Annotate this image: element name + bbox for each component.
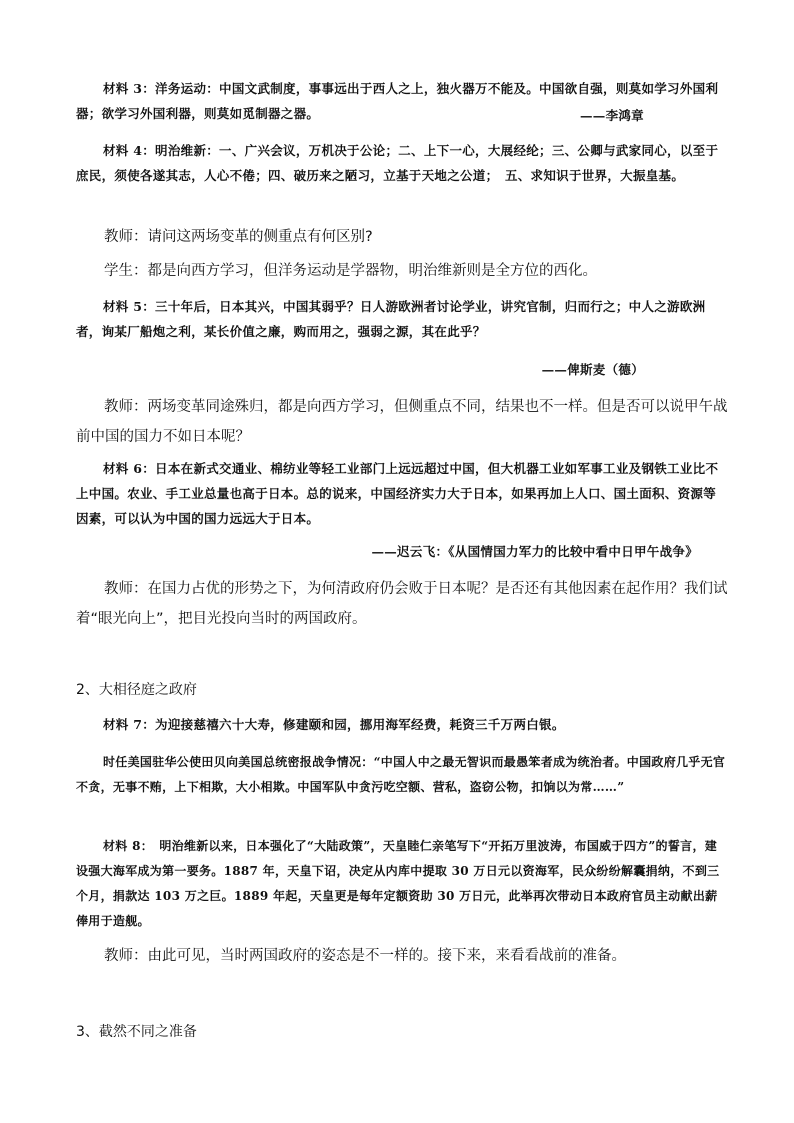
material-7-report: 时任美国驻华公使田贝向美国总统密报战争情况：“中国人中之最无智识而最愚笨者成为统治者。中国政府几乎无官不贪，无事不贿，上下相欺，大小相欺。中国军队中贪污吃空额、营私，盗窃公物，扣饷以为常……” [76,755,726,794]
material-7: 材料 7：为迎接慈禧六十大寿，修建颐和园，挪用海军经费，耗资三千万两白银。 [103,717,565,732]
material-3-source: ——李鸿章 [579,108,644,123]
section-3-heading: 3、截然不同之准备 [76,1024,197,1040]
material-6-source: ——迟云飞：《从国情国力军力的比较中看中日甲午战争》 [371,544,698,559]
student-answer-1: 学生：都是向西方学习，但洋务运动是学器物，明治维新则是全方位的西化。 [104,263,597,279]
teacher-statement-2: 教师：两场变革同途殊归，都是向西方学习，但侧重点不同，结果也不一样。但是否可以说甲午战前中国的国力不如日本呢？ [76,399,728,445]
material-5-source: ——俾斯麦（德） [541,362,644,377]
material-4: 材料 4：明治维新：一、广兴会议，万机决于公论；二、上下一心，大展经纶；三、公卿与武家同心，以至于庶民，须使各遂其志，人心不倦；四、破历来之陋习，立基于天地之公道； 五、求知识于世界，大振皇基。 [76,143,719,183]
teacher-statement-4: 教师：由此可见，当时两国政府的姿态是不一样的。接下来，来看看战前的准备。 [104,948,626,964]
teacher-statement-3: 教师：在国力占优的形势之下，为何清政府仍会败于日本呢？是否还有其他因素在起作用？我们试着“眼光向上”，把目光投向当时的两国政府。 [76,581,728,627]
teacher-question-1: 教师：请问这两场变革的侧重点有何区别? [104,229,373,245]
material-6: 材料 6：日本在新式交通业、棉纺业等轻工业部门上远远超过中国，但大机器工业如军事工业及钢铁工业比不上中国。农业、手工业总量也高于日本。总的说来，中国经济实力大于日本，如果再加上人口、国土面积、资源等因素，可以认为中国的国力远远大于日本。 [76,461,719,526]
material-3: 材料 3：洋务运动：中国文武制度，事事远出于西人之上，独火器万不能及。中国欲自强，则莫如学习外国利器；欲学习外国利器，则莫如觅制器之器。 [76,81,719,121]
material-8: 材料 8： 明治维新以来，日本强化了“大陆政策”，天皇睦仁亲笔写下“开拓万里波涛，布国威于四方”的誓言，建设强大海军成为第一要务。1887 年，天皇下诏，决定从内库中提取 30 万日元以资海军，民众纷纷解囊捐纳，不到三个月，捐款达 103 万之巨。1889 年起，天皇更是每年定额资助 30 万日元，此举再次带动日本政府官员主动献出薪俸用于造舰。 [76,839,720,928]
material-5: 材料 5：三十年后，日本其兴，中国其弱乎？日人游欧洲者讨论学业，讲究官制，归而行之；中人之游欧洲者，询某厂船炮之利，某长价值之廉，购而用之，强弱之源，其在此乎？ [76,299,706,339]
section-2-heading: 2、大相径庭之政府 [76,682,197,698]
